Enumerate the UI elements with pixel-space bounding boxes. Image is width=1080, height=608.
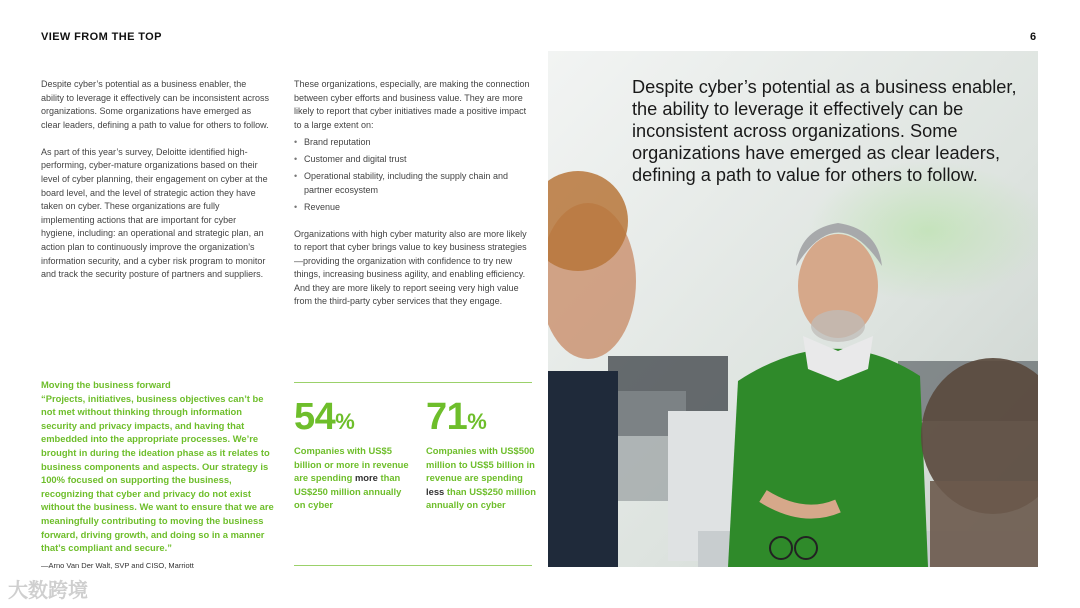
middle-intro: These organizations, especially, are making the connection between cyber efforts and business value. They are more likely to report that cyber initiatives made a positive impact to a large extent on: [294, 79, 530, 130]
quote-body: “Projects, initiatives, business objectives can’t be not met without thinking through information security and privacy impacts, and having that embedded into the appropriate processes. We’re brought in during the ideation phase as it relates to business components and aspects. Our strategy is 100% focused on supporting the business, recognizing that cyber and privacy do not exist without the business. We want to ensure that we are meaningfully contributing to moving the business forward, driving growth, and doing so in a manner that’s compliant and secure.” [41, 392, 274, 554]
list-item: • Customer and digital trust [294, 153, 534, 167]
stat-card [294, 398, 414, 512]
stats-bottom-divider [294, 565, 532, 566]
quote-block [41, 378, 275, 570]
left-paragraph-1: Despite cyber’s potential as a business enabler, the ability to leverage it effectively can be inconsistent across organizations. Some organizations have emerged as clear leaders, defining a path to value for others to follow. [41, 79, 269, 130]
quote-heading: Moving the business forward [41, 379, 171, 390]
stat-number: 54% [294, 396, 355, 438]
list-item: • Operational stability, including the supply chain and partner ecosystem [294, 170, 534, 197]
list-item: • Revenue [294, 201, 534, 215]
stat-number: 71% [426, 396, 487, 438]
stat-description: Companies with US$5 billion or more in revenue are spending more than US$250 million annually on cyber [294, 445, 409, 511]
stat-card [426, 398, 536, 512]
list-item: • Brand reputation [294, 136, 534, 150]
quote-attribution: —Arno Van Der Walt, SVP and CISO, Marriott [41, 560, 194, 570]
page-number: 6 [1030, 31, 1037, 43]
middle-paragraph-2: Organizations with high cyber maturity also are more likely to report that cyber brings value to key business strategies—providing the organization with confidence to try new things, increasing business agility, and enabling efficiency. And they are more likely to report seeing very high value from the third-party cyber services that they engage. [294, 228, 527, 307]
left-paragraph-2: As part of this year’s survey, Deloitte identified high-performing, cyber-mature organizations based on their level of cyber planning, their engagement on cyber at the board level, and the level of strategic action they have taken on cyber. These organizations are fully implementing actions that are important for cyber hygiene, including: an operational and strategic plan, an action plan to continuously improve the organization’s information security, and a cyber risk program to monitor and track the security posture of partners and suppliers. [41, 146, 268, 280]
section-title: VIEW FROM THE TOP [41, 31, 162, 43]
middle-column [294, 78, 534, 323]
impact-list [294, 136, 534, 214]
left-column [41, 78, 271, 295]
pull-quote: Despite cyber’s potential as a business enabler, the ability to leverage it effectively can be inconsistent across organizations. Some organizations have emerged as clear leaders, defining a path to value for others to follow. [632, 77, 1017, 185]
stats-top-divider [294, 382, 532, 383]
stat-description: Companies with US$500 million to US$5 billion in revenue are spending less than US$250 million annually on cyber [426, 445, 536, 511]
watermark-logo: 大数跨境 [8, 580, 88, 602]
